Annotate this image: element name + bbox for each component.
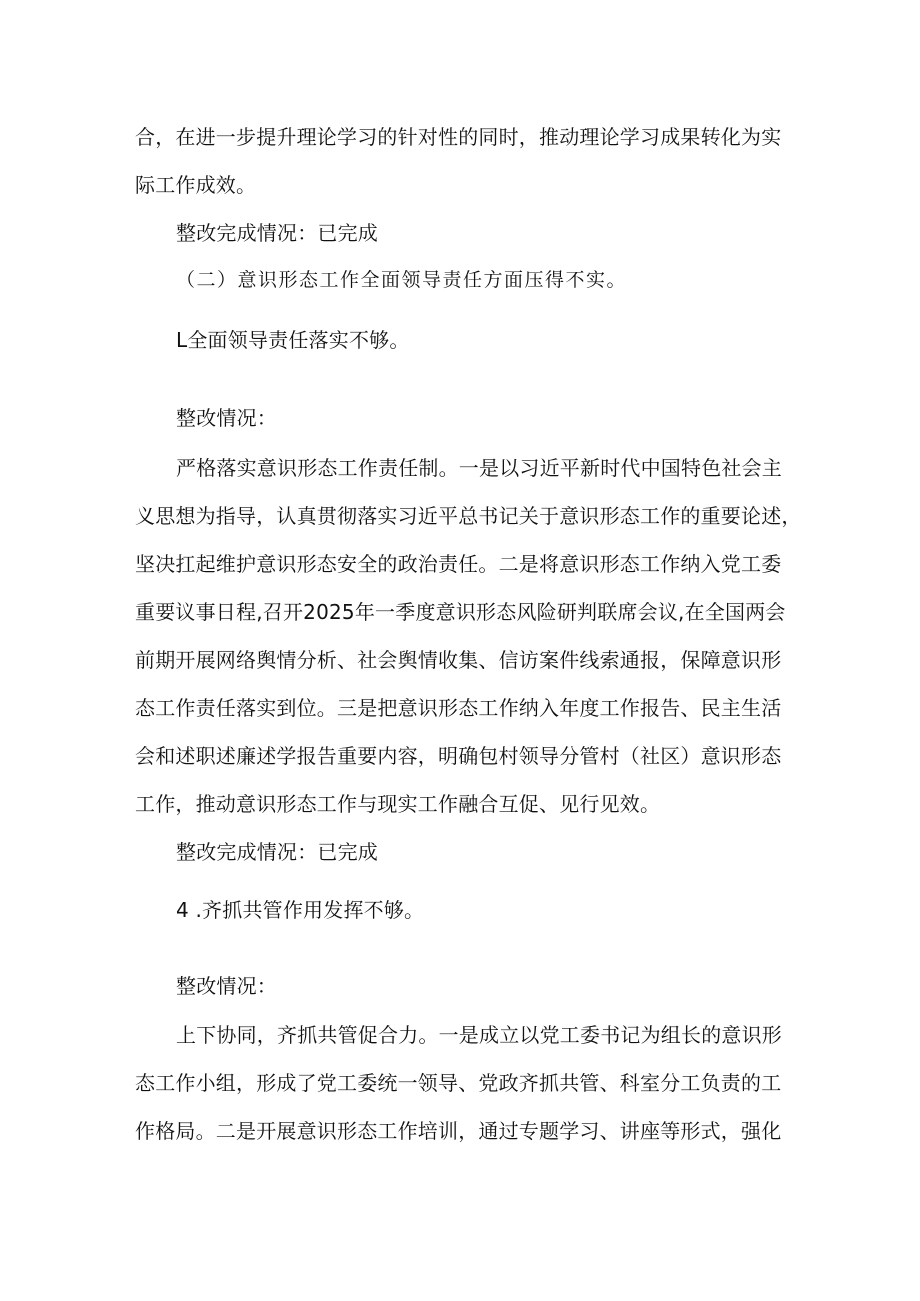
item-heading: L全面领导责任落实不够。 [176, 328, 410, 352]
section-heading: （二）意识形态工作全面领导责任方面压得不实。 [176, 269, 628, 291]
item-heading: 4 .齐抓共管作用发挥不够。 [176, 898, 425, 922]
subheading: 整改情况： [176, 406, 277, 430]
paragraph-line: 合，在进一步提升理论学习的针对性的同时，推动理论学习成果转化为实 [135, 125, 782, 149]
paragraph-line: 工作，推动意识形态工作与现实工作融合互促、见行见效。 [135, 792, 661, 816]
paragraph-line: 态工作责任落实到位。三是把意识形态工作纳入年度工作报告、民主生活 [135, 696, 782, 720]
paragraph-line: 态工作小组，形成了党工委统一领导、党政齐抓共管、科室分工负责的工 [135, 1071, 782, 1095]
paragraph-line: 重要议事日程,召开2025年一季度意识形态风险研判联席会议,在全国两会 [135, 600, 786, 624]
paragraph-line: 会和述职述廉述学报告重要内容，明确包村领导分管村（社区）意识形态 [135, 744, 782, 768]
paragraph-line: 作格局。二是开展意识形态工作培训，通过专题学习、讲座等形式，强化 [135, 1119, 782, 1143]
subheading: 整改情况： [176, 974, 277, 998]
status-line: 整改完成情况：已完成 [176, 840, 378, 864]
status-line: 整改完成情况：已完成 [176, 221, 378, 245]
paragraph-line: 前期开展网络舆情分析、社会舆情收集、信访案件线索通报，保障意识形 [135, 648, 782, 672]
paragraph-line: 严格落实意识形态工作责任制。一是以习近平新时代中国特色社会主 [176, 456, 782, 480]
paragraph-line: 际工作成效。 [135, 173, 257, 197]
paragraph-line: 坚决扛起维护意识形态安全的政治责任。二是将意识形态工作纳入党工委 [135, 552, 782, 576]
paragraph-line: 上下协同，齐抓共管促合力。一是成立以党工委书记为组长的意识形 [176, 1023, 782, 1047]
paragraph-line: 义思想为指导，认真贯彻落实习近平总书记关于意识形态工作的重要论述， [135, 504, 802, 528]
